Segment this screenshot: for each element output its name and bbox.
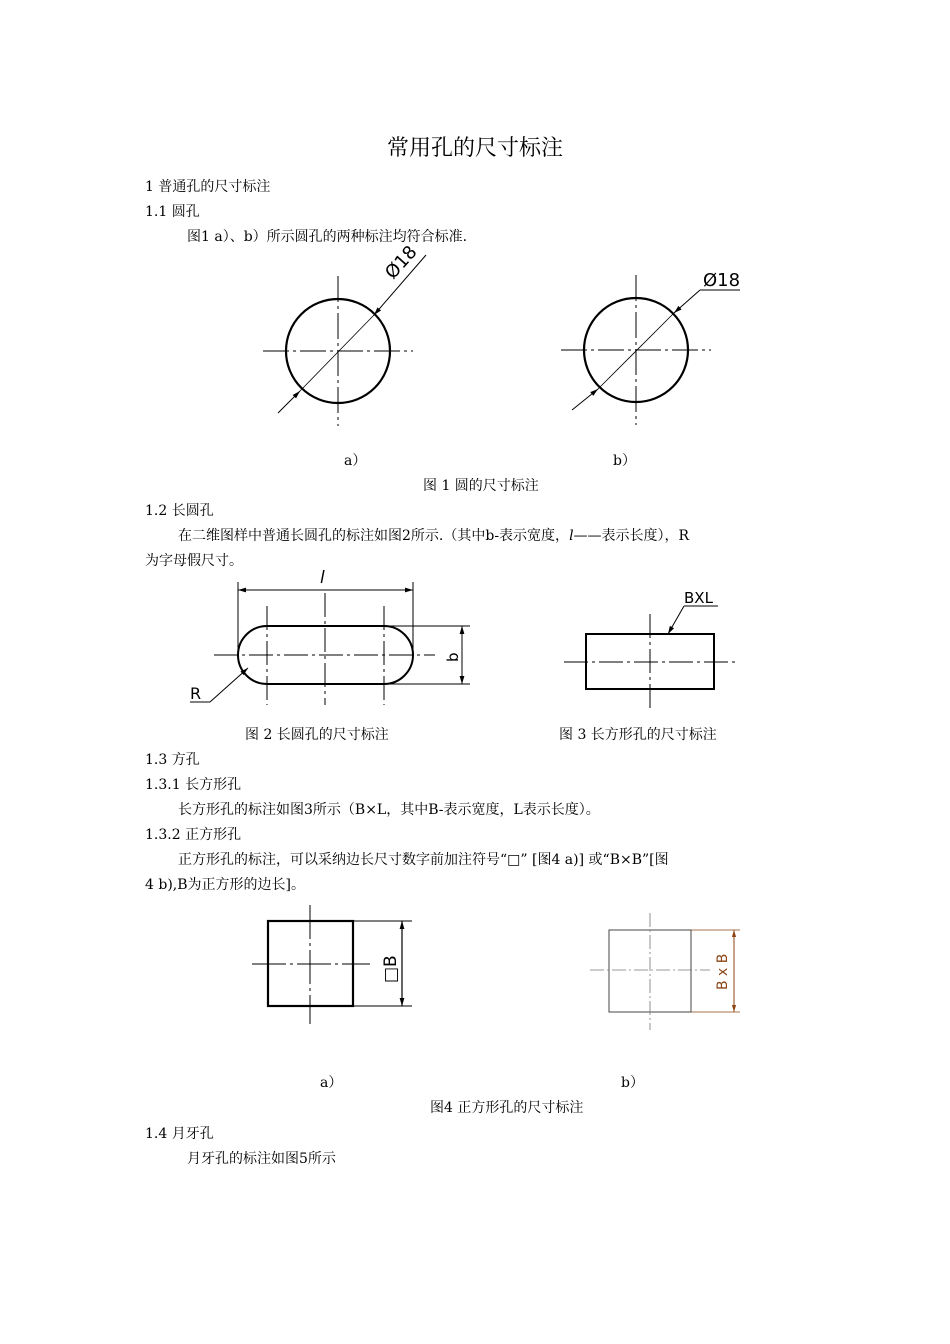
section-1-2-text-line1	[178, 527, 689, 545]
section-1-3-2-text-line2: 4 b),B为正方形的边长]。	[145, 877, 305, 893]
section-1-3-2-heading: 1.3.2 正方形孔	[145, 827, 242, 843]
figure-2-slot	[190, 582, 470, 705]
italic-l: l	[569, 528, 574, 544]
figure-1a-circle	[263, 255, 426, 426]
figure-4b-label: b）	[621, 1075, 644, 1091]
figure-2-width-label: b	[444, 652, 462, 662]
section-1-3-2-text-line1: 正方形孔的标注，可以采纳边长尺寸数字前加注符号“□” [图4 a)] 或“B×B”[图	[178, 852, 669, 868]
figure-1a-dimension-label: Ø18	[381, 241, 422, 284]
text-part: ——表示长度），R	[573, 528, 690, 544]
section-1-4-text: 月牙孔的标注如图5所示	[187, 1151, 336, 1167]
figure-4a-label: a）	[320, 1075, 343, 1091]
section-1-4-heading: 1.4 月牙孔	[145, 1126, 214, 1142]
section-1-3-1-text: 长方形孔的标注如图3所示（B×L，其中B-表示宽度，L表示长度）。	[178, 802, 600, 818]
section-1-3-1-heading: 1.3.1 长方形孔	[145, 777, 242, 793]
text-part: 在二维图样中普通长圆孔的标注如图2所示.（其中b-表示宽度，	[178, 528, 570, 544]
section-1-1-heading: 1.1 圆孔	[145, 204, 200, 220]
figure-4a-dimension-label: □B	[381, 955, 401, 983]
section-1-1-text: 图1 a）、b）所示圆孔的两种标注均符合标准.	[187, 229, 468, 245]
figure-1a-label: a）	[344, 453, 367, 469]
figure-3-dimension-label: BXL	[684, 589, 713, 607]
figure-1b-label: b）	[613, 453, 636, 469]
figure-2-radius-label: R	[190, 684, 202, 703]
figure-1b-dimension-label: Ø18	[703, 270, 741, 291]
section-1-2-heading: 1.2 长圆孔	[145, 503, 214, 519]
figure-3-rectangle	[564, 606, 738, 708]
section-1-2-text-line2: 为字母假尺寸。	[145, 553, 243, 569]
figure-4-caption: 图4 正方形孔的尺寸标注	[430, 1100, 584, 1116]
figure-2-caption: 图 2 长圆孔的尺寸标注	[245, 727, 389, 743]
figure-1-caption: 图 1 圆的尺寸标注	[423, 478, 539, 494]
figure-3-caption: 图 3 长方形孔的尺寸标注	[559, 727, 717, 743]
figure-1b-circle	[561, 275, 740, 425]
section-1-3-heading: 1.3 方孔	[145, 752, 200, 768]
figure-2-length-label: l	[320, 568, 325, 588]
section-1-heading: 1 普通孔的尺寸标注	[145, 179, 271, 195]
figure-4b-dimension-label: B x B	[715, 953, 731, 990]
page-title: 常用孔的尺寸标注	[386, 136, 563, 161]
